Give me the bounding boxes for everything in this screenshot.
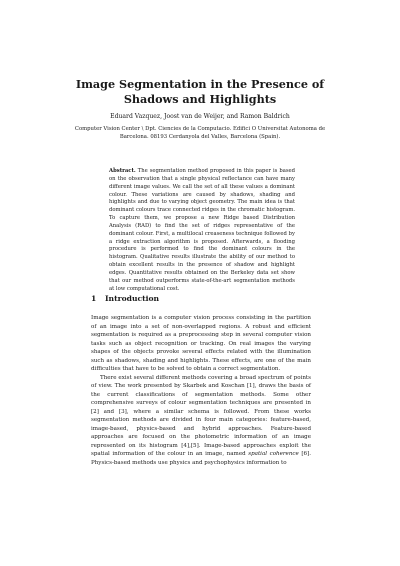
body-text: [91, 314, 311, 467]
paragraph-2-text-a: There exist several different methods covering a broad spectrum of points of view. The work presented by Skarbek and Koschan [1], draws the basis of the current classifications of segmentation methods. Some other comprehensive surveys of colour segmentation techniques are presented in [2] and [3], where a similar schema is followed. From these works segmentation methods are divided in four main categories: feature-based, image-based, physics-based and hybrid approaches. Feature-based approaches are focused on the photometric information of an image represented on its histogram [4],[5]. Image-based approaches exploit the spatial information of the colour in an image, named: [91, 374, 311, 457]
paragraph-2-emphasis: spatial coherence: [248, 451, 299, 457]
abstract-label: Abstract.: [109, 168, 136, 174]
abstract-text: The segmentation method proposed in this paper is based on the observation that a single physical reflectance can have many different image values. We call the set of all these values a dominant colour. These variations are caused by shadows, shading and highlights and due to varying object geometry. The main idea is that dominant colours trace connected ridges in the chromatic histogram. To capture them, we propose a new Ridge based Distribution Analysis (RAD) to find the set of ridges representative of the dominant colour. First, a multilocal creaseness technique followed by a ridge extraction algorithm is proposed. Afterwards, a flooding procedure is performed to find the dominant colours in the histogram. Qualitative results illustrate the ability of our method to obtain excellent results in the presence of shadow and highlight edges. Quantitative results obtained on the Berkeley data set show that our method outperforms state-of-the-art segmentation methods at low computational cost.: [109, 168, 295, 292]
section-title: Introduction: [105, 294, 160, 303]
section-number: 1: [91, 294, 97, 303]
paper-title: Image Segmentation in the Presence of Shadows and Highlights: [75, 77, 325, 106]
paragraph-2-text-b: [6]. Physics-based methods use physics and psychophysics information to: [91, 451, 311, 466]
paragraph-2: [91, 374, 311, 468]
affiliation: Computer Vision Center \ Dpt. Ciencies de la Computacio. Edifici O Universitat Autonoma de Barcelona. 08193 Cerdanyola del Valles, Barcelona (Spain).: [74, 126, 326, 140]
section-heading: [91, 294, 159, 304]
abstract: [109, 168, 295, 294]
author-list: Eduard Vazquez, Joost van de Weijer, and Ramon Baldrich: [110, 113, 290, 120]
paragraph-1: Image segmentation is a computer vision process consisting in the partition of an image into a set of non-overlapped regions. A robust and efficient segmentation is required as a preprocessing step in several computer vision tasks such as object recognition or tracking. On real images the varying shapes of the objects provoke several effects related with the illumination such as shadows, shading and highlights. These effects, are one of the main difficulties that have to be solved to obtain a correct segmentation.: [91, 315, 311, 372]
